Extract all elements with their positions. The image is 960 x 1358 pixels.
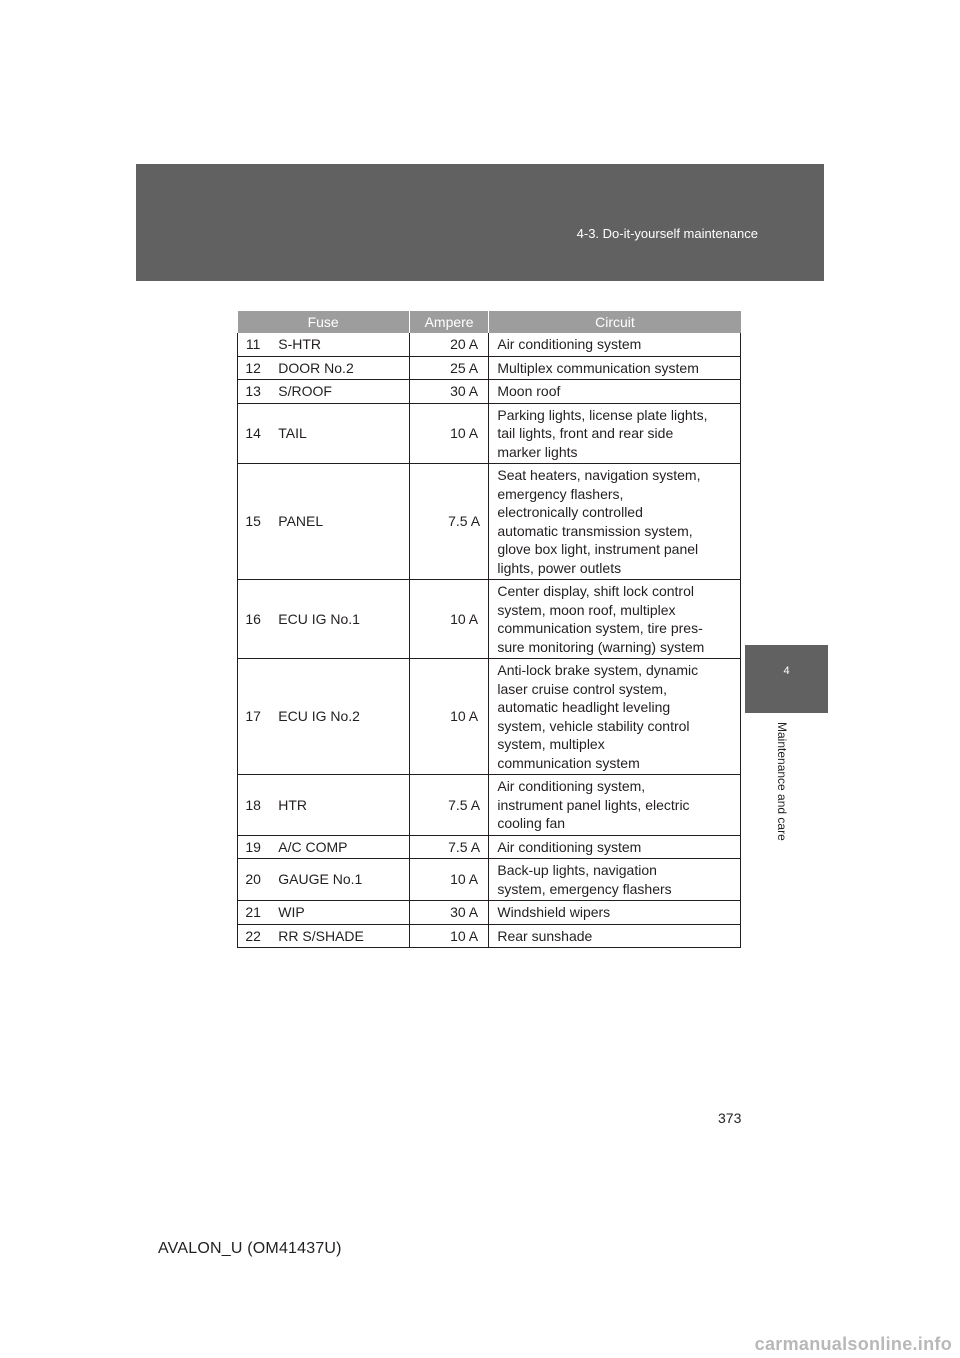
fuse-name: WIP bbox=[268, 901, 409, 925]
circuit-line: marker lights bbox=[497, 443, 578, 460]
fuse-ampere-cell bbox=[409, 835, 489, 859]
circuit-line: system, emergency flashers bbox=[497, 880, 672, 897]
fuse-ampere-cell bbox=[409, 580, 489, 659]
circuit-line: Windshield wipers bbox=[497, 904, 611, 920]
fuse-ampere-cell bbox=[409, 659, 489, 775]
chapter-label: Maintenance and care bbox=[775, 722, 789, 841]
fuse-circuit bbox=[489, 580, 741, 659]
circuit-line: communication system, tire pres- bbox=[497, 620, 703, 636]
table-row bbox=[238, 464, 741, 580]
fuse-circuit bbox=[489, 924, 741, 948]
circuit-line: laser cruise control system, bbox=[497, 680, 667, 697]
fuse-circuit bbox=[489, 775, 741, 836]
fuse-ampere: 7.5 A bbox=[448, 513, 481, 530]
fuse-ampere: 20 A bbox=[450, 336, 479, 352]
header-fuse: Fuse bbox=[238, 311, 410, 333]
table-row bbox=[238, 659, 741, 775]
fuse-name: ECU IG No.1 bbox=[268, 580, 409, 659]
circuit-line: Anti-lock brake system, dynamic bbox=[497, 662, 699, 678]
fuse-circuit bbox=[489, 859, 741, 901]
fuse-number: 14 bbox=[238, 403, 269, 464]
fuse-number: 21 bbox=[238, 901, 269, 925]
fuse-circuit bbox=[489, 464, 741, 580]
table-row bbox=[238, 901, 741, 925]
fuse-name: A/C COMP bbox=[268, 835, 409, 859]
circuit-line: system, multiplex bbox=[497, 736, 605, 752]
fuse-ampere-cell bbox=[409, 464, 489, 580]
circuit-line: Parking lights, license plate lights, bbox=[497, 406, 708, 423]
fuse-ampere-cell bbox=[409, 403, 489, 464]
fuse-ampere-cell bbox=[409, 380, 489, 404]
fuse-number: 22 bbox=[238, 924, 269, 948]
fuse-number: 19 bbox=[238, 835, 269, 859]
fuse-number: 20 bbox=[238, 859, 269, 901]
fuse-ampere: 30 A bbox=[450, 904, 479, 920]
circuit-line: Seat heaters, navigation system, bbox=[497, 467, 701, 483]
table-row bbox=[238, 333, 741, 356]
fuse-ampere: 10 A bbox=[450, 425, 479, 441]
table-row bbox=[238, 775, 741, 836]
fuse-ampere: 10 A bbox=[450, 610, 479, 627]
fuse-table-body bbox=[238, 333, 741, 948]
circuit-line: electronically controlled bbox=[497, 504, 643, 520]
table-row bbox=[238, 924, 741, 948]
fuse-ampere-cell bbox=[409, 859, 489, 901]
table-row bbox=[238, 580, 741, 659]
fuse-name: HTR bbox=[268, 775, 409, 836]
fuse-name: S/ROOF bbox=[268, 380, 409, 404]
circuit-line: Multiplex communication system bbox=[497, 359, 699, 376]
circuit-line: Rear sunshade bbox=[497, 927, 593, 944]
fuse-ampere: 10 A bbox=[450, 871, 479, 888]
table-header-row bbox=[238, 311, 741, 333]
circuit-line: emergency flashers, bbox=[497, 485, 624, 502]
circuit-line: tail lights, front and rear side bbox=[497, 425, 674, 441]
fuse-name: ECU IG No.2 bbox=[268, 659, 409, 775]
document-id: AVALON_U (OM41437U) bbox=[158, 1240, 342, 1257]
fuse-number: 18 bbox=[238, 775, 269, 836]
header-circuit: Circuit bbox=[489, 311, 741, 333]
chapter-number: 4 bbox=[783, 665, 790, 677]
table-row bbox=[238, 859, 741, 901]
fuse-ampere: 7.5 A bbox=[448, 838, 481, 855]
fuse-ampere-cell bbox=[409, 901, 489, 925]
circuit-line: lights, power outlets bbox=[497, 559, 622, 576]
circuit-line: glove box light, instrument panel bbox=[497, 541, 699, 557]
fuse-circuit bbox=[489, 356, 741, 380]
table-row bbox=[238, 356, 741, 380]
fuse-number: 11 bbox=[238, 333, 269, 356]
fuse-number: 15 bbox=[238, 464, 269, 580]
fuse-circuit bbox=[489, 835, 741, 859]
circuit-line: system, moon roof, multiplex bbox=[497, 601, 676, 618]
fuse-table bbox=[237, 311, 741, 948]
circuit-line: Air conditioning system bbox=[497, 838, 642, 855]
chapter-label-container bbox=[775, 722, 799, 862]
fuse-ampere: 30 A bbox=[450, 383, 479, 399]
fuse-number: 12 bbox=[238, 356, 269, 380]
fuse-name: S-HTR bbox=[268, 333, 409, 356]
fuse-name: RR S/SHADE bbox=[268, 924, 409, 948]
fuse-name: TAIL bbox=[268, 403, 409, 464]
circuit-line: Moon roof bbox=[497, 383, 561, 399]
section-title: 4-3. Do-it-yourself maintenance bbox=[576, 226, 758, 241]
fuse-name: PANEL bbox=[268, 464, 409, 580]
fuse-ampere-cell bbox=[409, 924, 489, 948]
circuit-line: Center display, shift lock control bbox=[497, 583, 694, 599]
fuse-ampere-cell bbox=[409, 775, 489, 836]
watermark: carmanualsonline.info bbox=[754, 1334, 952, 1354]
fuse-circuit bbox=[489, 333, 741, 356]
fuse-number: 17 bbox=[238, 659, 269, 775]
circuit-line: Back-up lights, navigation bbox=[497, 862, 657, 878]
circuit-line: automatic headlight leveling bbox=[497, 699, 671, 715]
circuit-line: automatic transmission system, bbox=[497, 522, 693, 539]
circuit-line: cooling fan bbox=[497, 815, 566, 831]
fuse-circuit bbox=[489, 901, 741, 925]
header-band bbox=[136, 164, 824, 281]
circuit-line: Air conditioning system bbox=[497, 336, 642, 352]
fuse-circuit bbox=[489, 380, 741, 404]
fuse-number: 13 bbox=[238, 380, 269, 404]
table-row bbox=[238, 835, 741, 859]
chapter-tab bbox=[745, 645, 828, 713]
circuit-line: sure monitoring (warning) system bbox=[497, 638, 705, 655]
circuit-line: instrument panel lights, electric bbox=[497, 796, 690, 813]
header-ampere: Ampere bbox=[409, 311, 489, 333]
circuit-line: Air conditioning system, bbox=[497, 778, 646, 794]
fuse-ampere-cell bbox=[409, 356, 489, 380]
fuse-circuit bbox=[489, 403, 741, 464]
circuit-line: system, vehicle stability control bbox=[497, 717, 690, 734]
page-number: 373 bbox=[718, 1110, 742, 1126]
circuit-line: communication system bbox=[497, 754, 640, 771]
fuse-number: 16 bbox=[238, 580, 269, 659]
fuse-ampere: 10 A bbox=[450, 708, 479, 725]
table-row bbox=[238, 380, 741, 404]
fuse-ampere: 25 A bbox=[450, 359, 479, 376]
fuse-ampere: 10 A bbox=[450, 927, 479, 944]
fuse-name: GAUGE No.1 bbox=[268, 859, 409, 901]
fuse-name: DOOR No.2 bbox=[268, 356, 409, 380]
fuse-circuit bbox=[489, 659, 741, 775]
table-row bbox=[238, 403, 741, 464]
fuse-ampere-cell bbox=[409, 333, 489, 356]
fuse-ampere: 7.5 A bbox=[448, 796, 481, 813]
